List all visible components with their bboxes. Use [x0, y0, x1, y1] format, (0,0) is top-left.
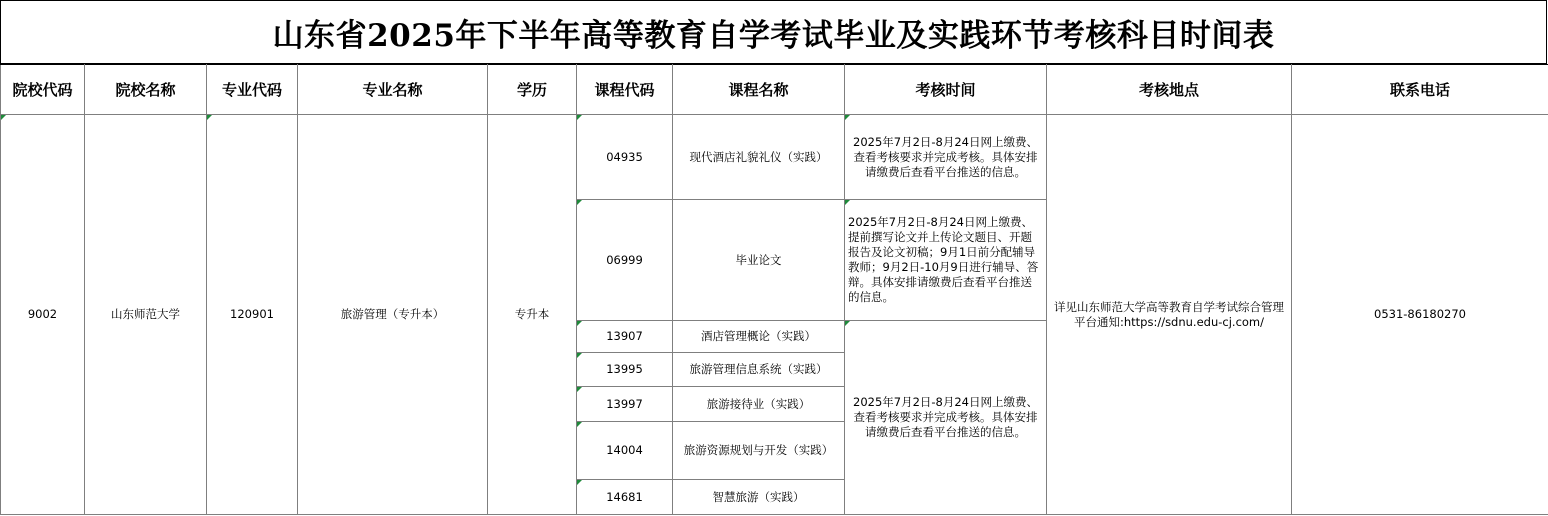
course-name-cell: 旅游资源规划与开发（实践） [673, 422, 845, 480]
course-code-cell: 14004 [577, 422, 673, 480]
course-code-cell: 14681 [577, 480, 673, 515]
header-row [1, 65, 1548, 115]
course-name-cell: 现代酒店礼貌礼仪（实践） [673, 115, 845, 200]
header-major-code: 专业代码 [207, 65, 298, 115]
course-name-cell: 智慧旅游（实践） [673, 480, 845, 515]
header-exam-time: 考核时间 [845, 65, 1047, 115]
school-code-cell: 9002 [1, 115, 85, 515]
header-major-name: 专业名称 [298, 65, 488, 115]
course-code-cell: 06999 [577, 200, 673, 321]
course-code-cell: 13995 [577, 353, 673, 387]
exam-time-cell-first: 2025年7月2日-8月24日网上缴费、查看考核要求并完成考核。具体安排请缴费后查看平台推送的信息。 [845, 115, 1047, 200]
exam-location-cell: 详见山东师范大学高等教育自学考试综合管理平台通知:https://sdnu.edu-cj.com/ [1047, 115, 1292, 515]
header-course-code: 课程代码 [577, 65, 673, 115]
header-exam-location: 考核地点 [1047, 65, 1292, 115]
course-name-cell: 毕业论文 [673, 200, 845, 321]
schedule-table [0, 64, 1548, 515]
major-name-cell: 旅游管理（专升本） [298, 115, 488, 515]
phone-cell: 0531-86180270 [1292, 115, 1548, 515]
course-code-cell: 13907 [577, 321, 673, 353]
header-degree: 学历 [488, 65, 577, 115]
course-name-cell: 酒店管理概论（实践） [673, 321, 845, 353]
header-school-code: 院校代码 [1, 65, 85, 115]
school-name-cell: 山东师范大学 [85, 115, 207, 515]
table-row [1, 115, 1548, 200]
header-phone: 联系电话 [1292, 65, 1548, 115]
course-code-cell: 13997 [577, 387, 673, 422]
sheet-title: 山东省2025年下半年高等教育自学考试毕业及实践环节考核科目时间表 [0, 0, 1547, 64]
course-name-cell: 旅游接待业（实践） [673, 387, 845, 422]
header-course-name: 课程名称 [673, 65, 845, 115]
exam-time-cell-rest: 2025年7月2日-8月24日网上缴费、查看考核要求并完成考核。具体安排请缴费后查看平台推送的信息。 [845, 321, 1047, 515]
course-code-cell: 04935 [577, 115, 673, 200]
exam-time-cell-thesis: 2025年7月2日-8月24日网上缴费、提前撰写论文并上传论文题目、开题报告及论文初稿；9月1日前分配辅导教师；9月2日-10月9日进行辅导、答辩。具体安排请缴费后查看平台推送的信息。 [845, 200, 1047, 321]
major-code-cell: 120901 [207, 115, 298, 515]
degree-cell: 专升本 [488, 115, 577, 515]
course-name-cell: 旅游管理信息系统（实践） [673, 353, 845, 387]
header-school-name: 院校名称 [85, 65, 207, 115]
